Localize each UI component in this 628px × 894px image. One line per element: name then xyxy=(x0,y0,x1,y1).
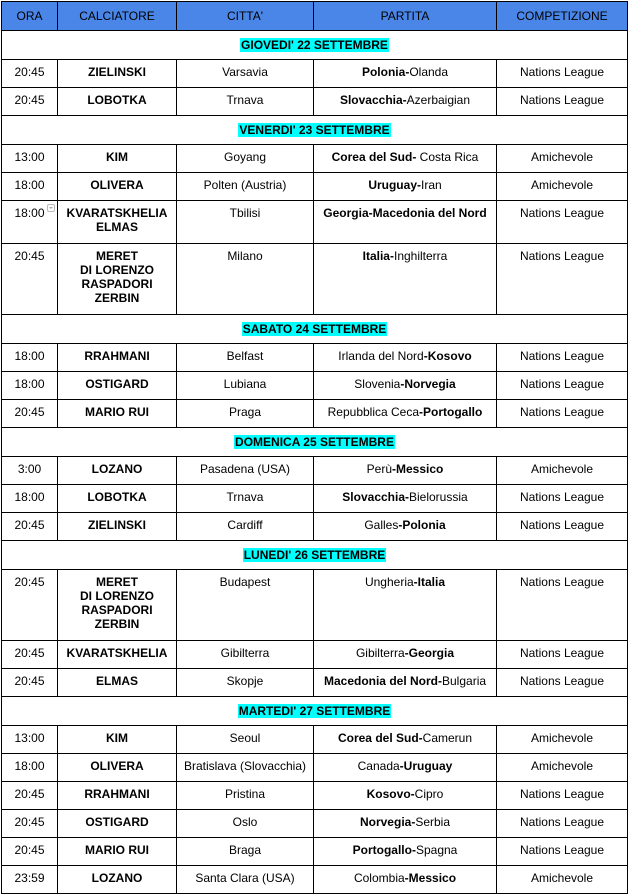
city-cell: Milano xyxy=(177,244,314,315)
away-team: Spagna xyxy=(415,843,458,857)
match-cell xyxy=(314,60,497,88)
player-cell: ZIELINSKI xyxy=(58,60,177,88)
day-row xyxy=(2,116,628,145)
time-cell xyxy=(2,400,58,428)
home-team: Repubblica Ceca xyxy=(327,405,420,419)
away-team: Uruguay xyxy=(403,759,453,773)
match-cell xyxy=(314,201,497,244)
competition-cell: Nations League xyxy=(497,344,628,372)
city-cell: Santa Clara (USA) xyxy=(177,866,314,894)
day-row xyxy=(2,697,628,726)
time-text: 23:59 xyxy=(14,871,45,885)
away-team: Macedonia del Nord xyxy=(372,206,487,220)
home-team: Norvegia xyxy=(359,815,412,829)
city-cell: Tbilisi xyxy=(177,201,314,244)
player-cell: LOZANO xyxy=(58,866,177,894)
player-cell: MERET DI LORENZO RASPADORI ZERBIN xyxy=(58,244,177,315)
away-team: Norvegia xyxy=(404,377,456,391)
home-team: Italia xyxy=(362,249,390,263)
player-cell: KVARATSKHELIA xyxy=(58,641,177,669)
filter-dropdown-icon[interactable] xyxy=(47,204,55,212)
time-cell xyxy=(2,145,58,173)
time-cell xyxy=(2,372,58,400)
competition-cell: Nations League xyxy=(497,244,628,315)
home-team: Slovacchia xyxy=(339,93,403,107)
match-separator: - xyxy=(389,249,394,263)
time-cell xyxy=(2,669,58,697)
competition-cell: Nations League xyxy=(497,810,628,838)
player-cell: OLIVERA xyxy=(58,173,177,201)
day-label: GIOVEDI' 22 SETTEMBRE xyxy=(241,38,388,52)
schedule-table xyxy=(1,1,628,894)
player-cell: ELMAS xyxy=(58,669,177,697)
city-cell: Cardiff xyxy=(177,513,314,541)
player-cell: MERET DI LORENZO RASPADORI ZERBIN xyxy=(58,570,177,641)
city-cell: Trnava xyxy=(177,485,314,513)
day-cell xyxy=(2,116,628,145)
player-cell: MARIO RUI xyxy=(58,400,177,428)
player-cell: LOZANO xyxy=(58,457,177,485)
city-cell: Oslo xyxy=(177,810,314,838)
time-cell xyxy=(2,641,58,669)
city-cell: Pasadena (USA) xyxy=(177,457,314,485)
match-separator: - xyxy=(419,405,424,419)
competition-cell: Nations League xyxy=(497,372,628,400)
competition-cell: Nations League xyxy=(497,201,628,244)
day-cell xyxy=(2,541,628,570)
city-cell: Polten (Austria) xyxy=(177,173,314,201)
match-separator: - xyxy=(411,815,416,829)
time-cell xyxy=(2,782,58,810)
match-cell xyxy=(314,570,497,641)
header-ora: ORA xyxy=(2,2,58,31)
away-team: Italia xyxy=(417,575,446,589)
city-cell: Varsavia xyxy=(177,60,314,88)
away-team: Azerbaigian xyxy=(406,93,471,107)
table-row xyxy=(2,669,628,697)
match-cell xyxy=(314,726,497,754)
away-team: Camerun xyxy=(422,731,473,745)
match-separator: - xyxy=(418,731,423,745)
time-text: 20:45 xyxy=(14,646,45,660)
time-text: 13:00 xyxy=(14,150,45,164)
day-label: DOMENICA 25 SETTEMBRE xyxy=(235,435,394,449)
player-cell: OSTIGARD xyxy=(58,810,177,838)
table-row xyxy=(2,838,628,866)
time-text: 20:45 xyxy=(14,674,45,688)
match-cell xyxy=(314,88,497,116)
competition-cell: Nations League xyxy=(497,570,628,641)
day-cell xyxy=(2,31,628,60)
time-text: 20:45 xyxy=(14,815,45,829)
city-cell: Seoul xyxy=(177,726,314,754)
time-cell xyxy=(2,173,58,201)
home-team: Gibilterra xyxy=(355,646,405,660)
time-text: 18:00 xyxy=(14,178,45,192)
away-team: Portogallo xyxy=(423,405,483,419)
time-text: 18:00 xyxy=(14,490,45,504)
time-text: 18:00 xyxy=(14,759,45,773)
time-cell xyxy=(2,866,58,894)
away-team: Inghilterra xyxy=(393,249,448,263)
home-team: Corea del Sud xyxy=(337,731,419,745)
home-team: Irlanda del Nord xyxy=(338,349,424,363)
match-cell xyxy=(314,754,497,782)
time-text: 18:00 xyxy=(14,206,45,220)
day-row xyxy=(2,31,628,60)
match-separator: - xyxy=(413,575,418,589)
player-cell: OSTIGARD xyxy=(58,372,177,400)
time-cell xyxy=(2,60,58,88)
player-cell: LOBOTKA xyxy=(58,485,177,513)
city-cell: Budapest xyxy=(177,570,314,641)
match-separator: - xyxy=(411,843,416,857)
time-cell xyxy=(2,244,58,315)
table-row xyxy=(2,88,628,116)
table-row xyxy=(2,782,628,810)
time-cell xyxy=(2,570,58,641)
home-team: Uruguay xyxy=(368,178,417,192)
home-team: Georgia xyxy=(323,206,369,220)
away-team: Polonia xyxy=(402,518,446,532)
time-text: 13:00 xyxy=(14,731,45,745)
time-text: 20:45 xyxy=(14,787,45,801)
player-cell: RRAHMANI xyxy=(58,344,177,372)
match-cell xyxy=(314,457,497,485)
day-cell xyxy=(2,428,628,457)
day-cell xyxy=(2,697,628,726)
away-team: Kosovo xyxy=(427,349,472,363)
day-row xyxy=(2,315,628,344)
competition-cell: Amichevole xyxy=(497,457,628,485)
match-separator: - xyxy=(399,759,404,773)
player-cell: KIM xyxy=(58,145,177,173)
city-cell: Trnava xyxy=(177,88,314,116)
day-label: LUNEDI' 26 SETTEMBRE xyxy=(243,548,386,562)
time-cell xyxy=(2,344,58,372)
header-citta: CITTA' xyxy=(177,2,314,31)
home-team: Portogallo xyxy=(352,843,412,857)
match-separator: - xyxy=(404,871,409,885)
competition-cell: Nations League xyxy=(497,485,628,513)
competition-cell: Nations League xyxy=(497,400,628,428)
table-row xyxy=(2,201,628,244)
time-text: 20:45 xyxy=(14,405,45,419)
match-cell xyxy=(314,485,497,513)
time-text: 3:00 xyxy=(17,462,42,476)
away-team: Costa Rica xyxy=(419,150,479,164)
match-separator: - xyxy=(400,377,405,391)
away-team: Bielorussia xyxy=(409,490,468,504)
competition-cell: Nations League xyxy=(497,60,628,88)
table-row xyxy=(2,726,628,754)
table-row xyxy=(2,810,628,838)
city-cell: Pristina xyxy=(177,782,314,810)
home-team: Macedonia del Nord xyxy=(323,674,438,688)
city-cell: Belfast xyxy=(177,344,314,372)
home-team: Galles xyxy=(364,518,399,532)
table-row xyxy=(2,60,628,88)
match-separator: - xyxy=(392,462,396,476)
away-team: Olanda xyxy=(409,65,449,79)
time-cell xyxy=(2,726,58,754)
match-cell xyxy=(314,641,497,669)
table-row xyxy=(2,866,628,894)
day-cell xyxy=(2,315,628,344)
away-team: Bulgaria xyxy=(442,674,487,688)
city-cell: Praga xyxy=(177,400,314,428)
match-separator: - xyxy=(368,206,373,220)
time-cell xyxy=(2,485,58,513)
time-text: 20:45 xyxy=(14,518,45,532)
home-team: Perù xyxy=(366,462,392,476)
player-cell: LOBOTKA xyxy=(58,88,177,116)
competition-cell: Amichevole xyxy=(497,173,628,201)
match-cell xyxy=(314,810,497,838)
home-team: Kosovo xyxy=(366,787,411,801)
time-cell xyxy=(2,754,58,782)
match-separator: - xyxy=(404,646,409,660)
match-separator: - xyxy=(405,65,410,79)
competition-cell: Amichevole xyxy=(497,866,628,894)
header-calciatore: CALCIATORE xyxy=(58,2,177,31)
home-team: Ungheria xyxy=(364,575,414,589)
away-team: Messico xyxy=(396,462,444,476)
city-cell: Gibilterra xyxy=(177,641,314,669)
time-text: 20:45 xyxy=(14,65,45,79)
player-cell: MARIO RUI xyxy=(58,838,177,866)
day-row xyxy=(2,428,628,457)
time-text: 20:45 xyxy=(14,249,45,263)
match-cell xyxy=(314,372,497,400)
table-row xyxy=(2,173,628,201)
table-row xyxy=(2,244,628,315)
competition-cell: Nations League xyxy=(497,838,628,866)
home-team: Polonia xyxy=(361,65,406,79)
match-cell xyxy=(314,344,497,372)
competition-cell: Amichevole xyxy=(497,145,628,173)
city-cell: Lubiana xyxy=(177,372,314,400)
competition-cell: Nations League xyxy=(497,513,628,541)
match-separator: - xyxy=(398,518,403,532)
match-cell xyxy=(314,669,497,697)
time-text: 20:45 xyxy=(14,93,45,107)
player-cell: KIM xyxy=(58,726,177,754)
table-row xyxy=(2,513,628,541)
match-cell xyxy=(314,782,497,810)
header-partita: PARTITA xyxy=(314,2,497,31)
time-cell xyxy=(2,457,58,485)
competition-cell: Amichevole xyxy=(497,754,628,782)
player-cell: ZIELINSKI xyxy=(58,513,177,541)
match-cell xyxy=(314,838,497,866)
match-separator: - xyxy=(423,349,428,363)
time-cell xyxy=(2,513,58,541)
away-team: Messico xyxy=(408,871,457,885)
match-cell xyxy=(314,400,497,428)
away-team: Iran xyxy=(421,178,442,192)
day-label: SABATO 24 SETTEMBRE xyxy=(242,322,387,336)
table-row xyxy=(2,457,628,485)
table-row xyxy=(2,344,628,372)
time-text: 20:45 xyxy=(14,575,45,589)
away-team: Georgia xyxy=(408,646,455,660)
home-team: Canada xyxy=(357,759,400,773)
match-separator: - xyxy=(412,150,420,164)
time-cell xyxy=(2,810,58,838)
header-competizione: COMPETIZIONE xyxy=(497,2,628,31)
match-separator: - xyxy=(417,178,421,192)
player-cell: RRAHMANI xyxy=(58,782,177,810)
city-cell: Bratislava (Slovacchia) xyxy=(177,754,314,782)
match-cell xyxy=(314,244,497,315)
header-row xyxy=(2,2,628,31)
time-cell xyxy=(2,838,58,866)
player-cell: OLIVERA xyxy=(58,754,177,782)
table-row xyxy=(2,400,628,428)
match-separator: - xyxy=(438,674,442,688)
away-team: Serbia xyxy=(415,815,451,829)
home-team: Slovacchia xyxy=(342,490,405,504)
match-cell xyxy=(314,173,497,201)
time-cell xyxy=(2,88,58,116)
schedule-body xyxy=(2,31,628,894)
table-row xyxy=(2,570,628,641)
player-cell: KVARATSKHELIA ELMAS xyxy=(58,201,177,244)
table-row xyxy=(2,372,628,400)
competition-cell: Nations League xyxy=(497,782,628,810)
table-row xyxy=(2,145,628,173)
time-text: 18:00 xyxy=(14,349,45,363)
time-cell xyxy=(2,201,58,244)
match-cell xyxy=(314,145,497,173)
competition-cell: Nations League xyxy=(497,669,628,697)
home-team: Corea del Sud xyxy=(331,150,413,164)
match-cell xyxy=(314,513,497,541)
table-row xyxy=(2,641,628,669)
competition-cell: Amichevole xyxy=(497,726,628,754)
day-label: MARTEDI' 27 SETTEMBRE xyxy=(238,704,391,718)
competition-cell: Nations League xyxy=(497,641,628,669)
match-separator: - xyxy=(402,93,407,107)
day-row xyxy=(2,541,628,570)
match-separator: - xyxy=(410,787,415,801)
competition-cell: Nations League xyxy=(497,88,628,116)
table-row xyxy=(2,485,628,513)
home-team: Slovenia xyxy=(354,377,401,391)
table-row xyxy=(2,754,628,782)
home-team: Colombia xyxy=(353,871,405,885)
city-cell: Skopje xyxy=(177,669,314,697)
city-cell: Goyang xyxy=(177,145,314,173)
city-cell: Braga xyxy=(177,838,314,866)
match-separator: - xyxy=(405,490,409,504)
match-cell xyxy=(314,866,497,894)
away-team: Cipro xyxy=(414,787,444,801)
time-text: 20:45 xyxy=(14,843,45,857)
day-label: VENERDI' 23 SETTEMBRE xyxy=(239,123,390,137)
time-text: 18:00 xyxy=(14,377,45,391)
